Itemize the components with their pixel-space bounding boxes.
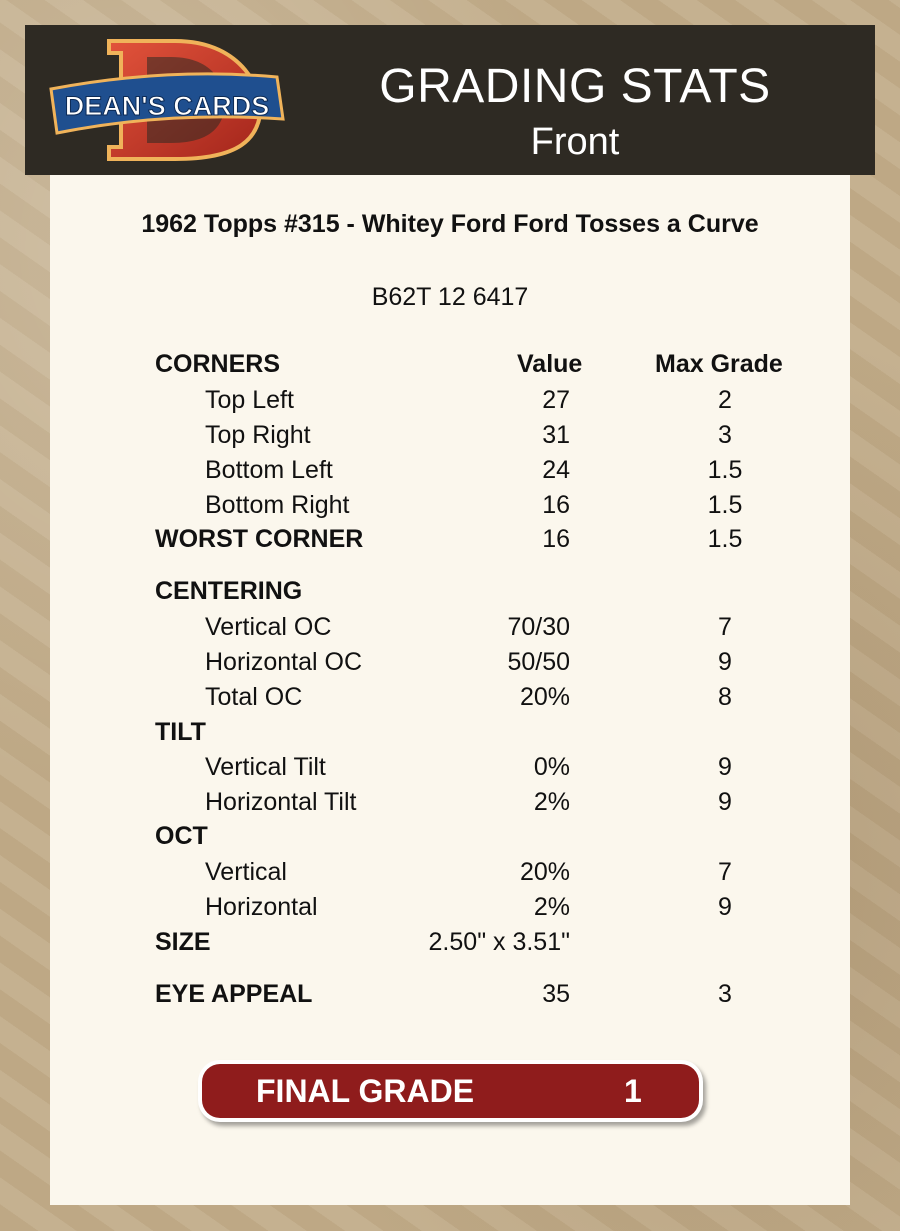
row-label: Total OC xyxy=(205,683,303,711)
card-title: 1962 Topps #315 - Whitey Ford Ford Tosses a Curve xyxy=(141,210,759,238)
row-max-grade: 2 xyxy=(718,386,732,414)
row-label: Bottom Right xyxy=(205,491,350,519)
grading-panel xyxy=(50,175,850,1205)
row-max-grade: 9 xyxy=(718,753,732,781)
row-value: 70/30 xyxy=(507,613,570,641)
table-row xyxy=(50,893,850,927)
row-max-grade: 7 xyxy=(718,858,732,886)
row-value: 20% xyxy=(519,683,570,711)
section-row-oct xyxy=(50,822,850,856)
row-label: Vertical xyxy=(205,858,287,886)
row-label: WORST CORNER xyxy=(155,525,364,553)
section-row-tilt xyxy=(50,718,850,752)
section-label-oct: OCT xyxy=(155,822,208,850)
table-row xyxy=(50,858,850,892)
section-label-size: SIZE xyxy=(155,928,211,956)
table-row xyxy=(50,648,850,682)
row-max-grade: 7 xyxy=(718,613,732,641)
row-value: 27 xyxy=(542,386,570,414)
row-value: 20% xyxy=(519,858,570,886)
table-row xyxy=(50,683,850,717)
row-label: Top Right xyxy=(205,421,311,449)
row-value: 24 xyxy=(542,456,570,484)
row-max-grade: 3 xyxy=(718,980,732,1008)
header xyxy=(25,25,875,175)
column-header-max-grade: Max Grade xyxy=(655,350,783,378)
section-label-tilt: TILT xyxy=(155,718,206,746)
row-max-grade: 1.5 xyxy=(707,456,743,484)
final-grade-label: FINAL GRADE xyxy=(256,1073,475,1109)
eye-appeal-row xyxy=(50,980,850,1014)
worst-corner-row xyxy=(50,525,850,559)
table-row xyxy=(50,491,850,525)
row-max-grade: 9 xyxy=(718,788,732,816)
cert-number: B62T 12 6417 xyxy=(371,283,529,311)
row-value: 50/50 xyxy=(507,648,570,676)
page-subtitle: Front xyxy=(530,121,620,163)
row-max-grade: 1.5 xyxy=(707,525,743,553)
row-label: Top Left xyxy=(205,386,294,414)
row-value: 35 xyxy=(542,980,570,1008)
table-row xyxy=(50,788,850,822)
table-row xyxy=(50,753,850,787)
row-max-grade: 3 xyxy=(718,421,732,449)
row-value: 16 xyxy=(542,491,570,519)
row-max-grade: 9 xyxy=(718,648,732,676)
row-value: 16 xyxy=(542,525,570,553)
deans-cards-logo xyxy=(47,37,287,163)
row-label: Vertical Tilt xyxy=(205,753,326,781)
section-label-centering: CENTERING xyxy=(155,577,303,605)
section-label-eye-appeal: EYE APPEAL xyxy=(155,980,313,1008)
column-header-value: Value xyxy=(517,350,583,378)
page-title: GRADING STATS xyxy=(379,60,771,113)
row-label: Horizontal Tilt xyxy=(205,788,357,816)
row-value: 31 xyxy=(542,421,570,449)
table-row xyxy=(50,386,850,420)
row-max-grade: 9 xyxy=(718,893,732,921)
row-value: 0% xyxy=(533,753,570,781)
row-value: 2% xyxy=(533,788,570,816)
row-max-grade: 8 xyxy=(718,683,732,711)
row-label: Vertical OC xyxy=(205,613,332,641)
table-row xyxy=(50,456,850,490)
row-max-grade: 1.5 xyxy=(707,491,743,519)
size-value: 2.50" x 3.51" xyxy=(428,928,570,956)
row-label: Horizontal xyxy=(205,893,318,921)
table-row xyxy=(50,613,850,647)
table-header-row xyxy=(50,350,850,384)
final-grade-badge xyxy=(198,1060,703,1122)
final-grade-inner xyxy=(202,1064,699,1118)
row-value: 2% xyxy=(533,893,570,921)
size-row xyxy=(50,928,850,962)
section-label-corners: CORNERS xyxy=(155,350,281,378)
logo-text: DEAN'S CARDS xyxy=(64,91,270,121)
final-grade-value: 1 xyxy=(624,1073,642,1109)
table-row xyxy=(50,421,850,455)
row-label: Bottom Left xyxy=(205,456,333,484)
section-row-centering xyxy=(50,577,850,611)
row-label: Horizontal OC xyxy=(205,648,362,676)
